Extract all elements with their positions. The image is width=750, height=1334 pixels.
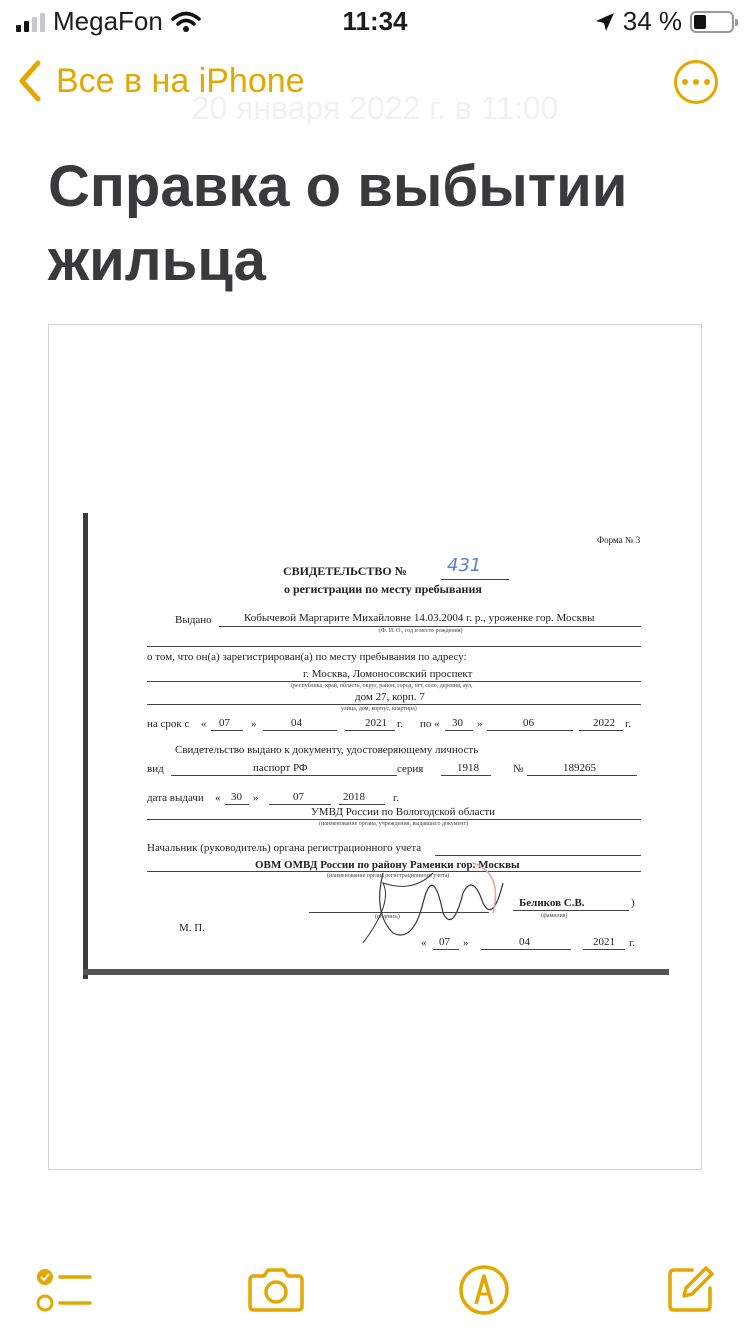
field-hint: (фамилия) [541, 913, 568, 919]
field-hint: (подпись) [375, 914, 400, 920]
issued-doc-text: Свидетельство выдано к документу, удостоверяющему личность [175, 744, 479, 756]
chevron-left-icon [18, 60, 42, 102]
kind-value: паспорт РФ [253, 762, 308, 774]
sign-year: 2021 [593, 936, 615, 948]
underline [309, 912, 489, 913]
compose-button[interactable] [660, 1260, 720, 1320]
signer-name: Беликов С.В. [519, 897, 585, 909]
underline [339, 804, 385, 805]
back-button[interactable] [18, 60, 305, 102]
bottom-toolbar [0, 1250, 750, 1334]
underline [441, 775, 491, 776]
quote: « [201, 718, 207, 730]
field-hint: (республика, край, область, округ, район, город, пгт, село, деревня, аул, [291, 683, 473, 689]
underline [219, 626, 641, 627]
underline [225, 804, 249, 805]
back-button-label: Все в на iPhone [56, 61, 305, 100]
field-hint: (наименование органа, учреждения, выдавшего документ) [319, 821, 469, 827]
issue-year: 2018 [343, 791, 365, 803]
issuer-name: УМВД России по Вологодской области [311, 806, 496, 818]
stamp-place-label: М. П. [179, 922, 205, 934]
series-value: 1918 [457, 762, 479, 774]
scan-edge [83, 969, 669, 975]
more-icon-dot [693, 79, 699, 85]
underline [147, 819, 641, 820]
more-icon [682, 79, 688, 85]
sign-day: 07 [439, 936, 450, 948]
address-house: дом 27, корп. 7 [355, 691, 425, 703]
signature-and-stamp-image [353, 843, 523, 953]
battery-percent: 34 % [622, 6, 682, 36]
term-label: на срок с [147, 718, 190, 730]
term-from-year: 2021 [365, 717, 387, 729]
underline [171, 775, 397, 776]
underline [433, 949, 459, 950]
status-bar [0, 0, 750, 44]
field-hint: улица, дом, корпус, квартира) [341, 706, 417, 712]
underline [211, 730, 243, 731]
number-value: 189265 [563, 762, 596, 774]
checklist-button[interactable] [34, 1260, 94, 1320]
scanned-document-attachment[interactable] [48, 324, 702, 1170]
about-text: о том, что он(а) зарегистрирован(а) по месту пребывания по адресу: [147, 651, 467, 663]
quote: » [251, 718, 257, 730]
note-date: 20 января 2022 г. в 11:00 [191, 90, 559, 126]
number-label: № [513, 763, 524, 775]
scan-edge [83, 513, 88, 979]
more-options-button[interactable] [674, 60, 718, 104]
underline [481, 949, 571, 950]
battery-level [694, 15, 706, 29]
term-to-month: 06 [523, 717, 534, 729]
underline [147, 681, 641, 682]
location-arrow-icon [595, 12, 615, 32]
underline [269, 804, 331, 805]
markup-button[interactable] [454, 1260, 514, 1320]
quote: » [253, 792, 259, 804]
underline [445, 730, 473, 731]
more-icon-dot [704, 79, 710, 85]
issue-date-label: дата выдачи [147, 792, 204, 804]
kind-label: вид [147, 763, 164, 775]
term-to-label: по [420, 718, 432, 730]
underline [147, 704, 641, 705]
underline [487, 730, 573, 731]
quote: « [421, 937, 427, 949]
term-to-day: 30 [452, 717, 463, 729]
issued-to: Кобычевой Маргарите Михайловне 14.03.2004 г. р., уроженке гор. Москвы [244, 612, 595, 624]
registration-certificate-scan [83, 513, 669, 979]
issue-day: 30 [231, 791, 242, 803]
year-suffix: г. [625, 718, 632, 730]
underline [513, 910, 629, 911]
battery-icon [690, 11, 734, 33]
certificate-subheading: о регистрации по месту пребывания [284, 582, 482, 596]
issue-month: 07 [293, 791, 304, 803]
underline [583, 949, 625, 950]
underline [579, 730, 623, 731]
address-city: г. Москва, Ломоносовский проспект [303, 668, 473, 680]
issued-label: Выдано [175, 614, 212, 626]
quote: » [463, 937, 469, 949]
checklist-icon [36, 1264, 92, 1316]
camera-icon [246, 1266, 306, 1314]
navigation-bar [0, 54, 750, 126]
quote: « [215, 792, 221, 804]
underline [441, 579, 509, 580]
underline [345, 730, 395, 731]
clock: 11:34 [342, 6, 408, 36]
bracket: ) [631, 897, 635, 909]
certificate-heading: СВИДЕТЕЛЬСТВО № [283, 564, 407, 578]
markup-icon [458, 1264, 510, 1316]
series-label: серия [397, 763, 424, 775]
camera-button[interactable] [246, 1260, 306, 1320]
quote: » [477, 718, 483, 730]
field-hint: (Ф. И. О., год и место рождения) [379, 628, 463, 634]
compose-icon [664, 1264, 716, 1316]
year-suffix: г. [397, 718, 404, 730]
sign-month: 04 [519, 936, 530, 948]
term-from-month: 04 [291, 717, 302, 729]
year-suffix: г. [629, 937, 636, 949]
field-hint: (наименование органа регистрационного учета) [327, 873, 450, 879]
year-suffix: г. [393, 792, 400, 804]
underline [527, 775, 637, 776]
term-to-year: 2022 [593, 717, 615, 729]
quote: « [434, 718, 440, 730]
term-from-day: 07 [219, 717, 230, 729]
note-title[interactable]: Справка о выбытии жильца [48, 154, 628, 293]
underline [263, 730, 337, 731]
underline [147, 646, 641, 647]
form-number: Форма № 3 [597, 535, 641, 545]
chief-label: Начальник (руководитель) органа регистрационного учета [147, 842, 422, 854]
registration-org-name: ОВМ ОМВД России по району Раменки гор. Москвы [255, 859, 520, 871]
carrier-name: MegaFon [53, 6, 163, 36]
certificate-number: 431 [447, 555, 482, 576]
